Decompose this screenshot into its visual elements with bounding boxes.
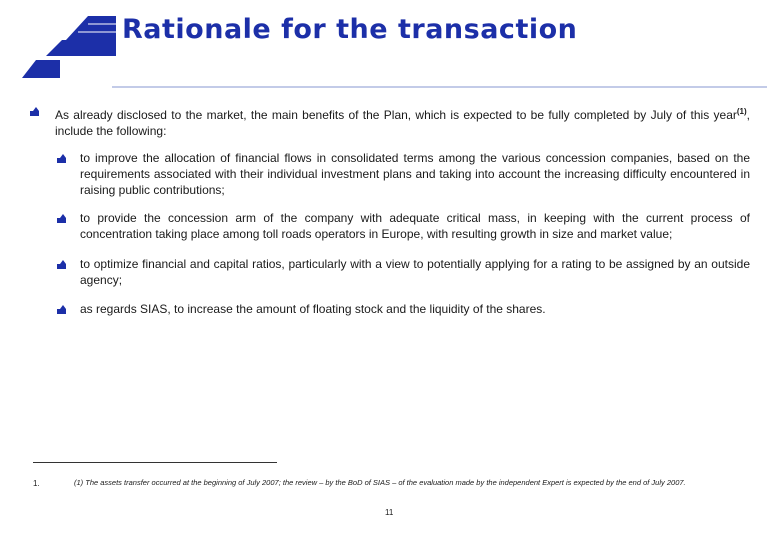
intro-text-after: , include the following: xyxy=(55,108,750,138)
logo-text-sias: SIAS xyxy=(52,80,73,90)
title-divider xyxy=(112,86,767,88)
bullet-floating-stock: as regards SIAS, to increase the amount of floating stock and the liquidity of the shares. xyxy=(80,302,546,316)
footnote-text: (1) The assets transfer occurred at the beginning of July 2007; the review – by the BoD of SIAS – of the evaluation made by the independent Expert is expected by the end of July 2007. xyxy=(74,478,686,487)
page-title: Rationale for the transaction xyxy=(122,14,578,45)
intro-paragraph xyxy=(55,104,750,139)
bullet-ratios: to optimize financial and capital ratios, particularly with a view to potentially applying for a rating to be assigned by an outside agency; xyxy=(80,257,750,287)
asm-sias-logo xyxy=(22,16,118,90)
footnote-reference: (1) xyxy=(736,107,747,116)
bullet-allocation: to improve the allocation of financial flows in consolidated terms among the various concession companies, based on the requirements associated with their individual investment plans and taking into account the increasing difficulty encountered in raising public contributions; xyxy=(80,151,750,197)
logo-text-asm: ASM xyxy=(82,58,100,67)
sub-bullet-icon xyxy=(57,154,66,163)
sub-bullet-icon xyxy=(57,305,66,314)
bullet-icon xyxy=(30,107,39,116)
page-number: 11 xyxy=(385,508,394,517)
bullet-critical-mass: to provide the concession arm of the company with adequate critical mass, in keeping with the current process of concentration taking place among toll roads operators in Europe, with resulting growth in size and market value; xyxy=(80,211,750,241)
logo-graphic xyxy=(22,16,118,78)
sub-bullet-icon xyxy=(57,214,66,223)
footnote-divider xyxy=(33,462,277,463)
footnote-mark: 1. xyxy=(33,479,40,488)
sub-bullet-icon xyxy=(57,260,66,269)
intro-text-before: As already disclosed to the market, the main benefits of the Plan, which is expected to be fully completed by July of this year xyxy=(55,108,737,122)
